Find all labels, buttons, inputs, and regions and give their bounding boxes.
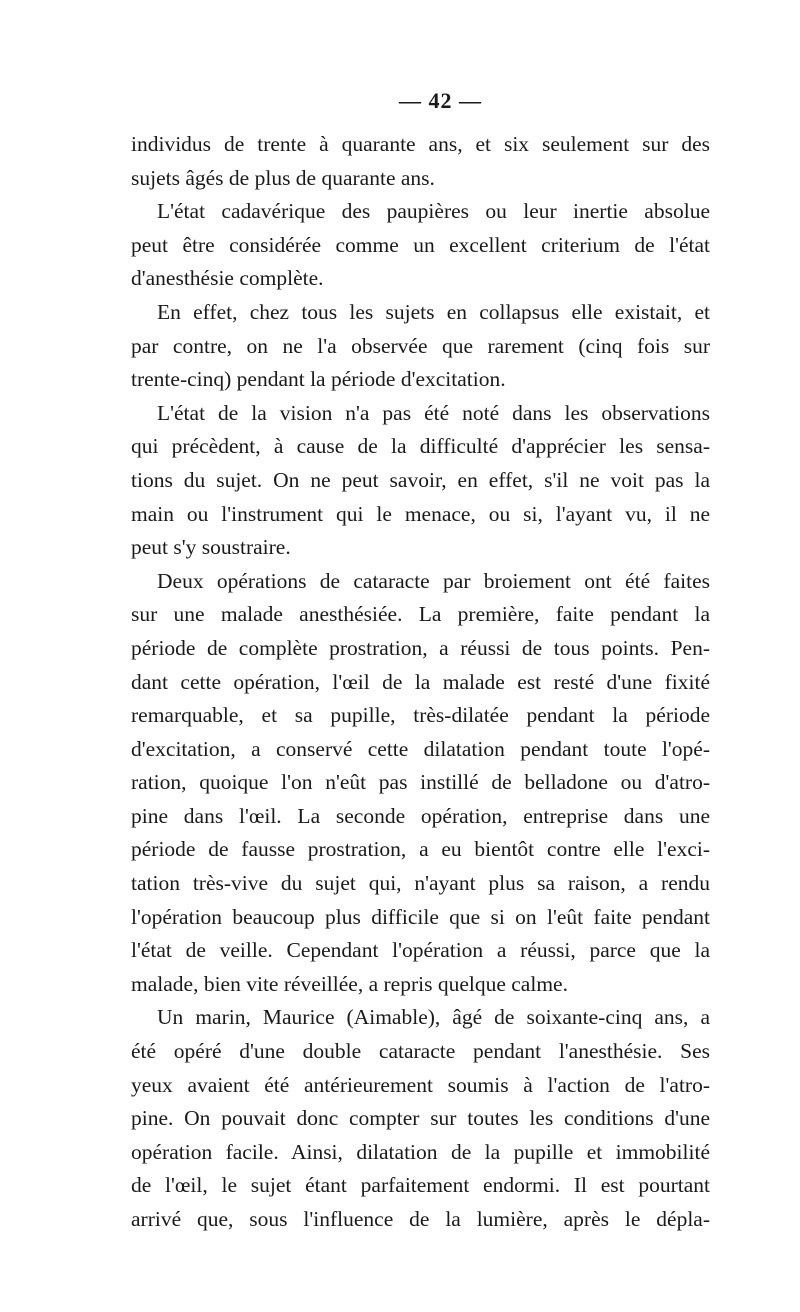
text-line: ration, quoique l'on n'eût pas instillé de belladone ou d'atro-: [131, 770, 710, 795]
text-line: trente-cinq) pendant la période d'excitation.: [131, 367, 506, 392]
text-line: par contre, on ne l'a observée que rarement (cinq fois sur: [131, 333, 710, 358]
text-line: tation très-vive du sujet qui, n'ayant plus sa raison, a rendu: [131, 871, 710, 896]
text-line: qui précèdent, à cause de la difficulté d'apprécier les sensa-: [131, 434, 710, 459]
text-line: période de complète prostration, a réussi de tous points. Pen-: [131, 635, 710, 660]
text-line: sur une malade anesthésiée. La première, faite pendant la: [131, 602, 710, 627]
text-line: d'anesthésie complète.: [131, 266, 324, 291]
text-line: L'état de la vision n'a pas été noté dans les observations: [157, 400, 710, 425]
body-text: [131, 128, 710, 1237]
text-line: arrivé que, sous l'influence de la lumière, après le dépla-: [131, 1207, 710, 1231]
text-line: de l'œil, le sujet étant parfaitement endormi. Il est pourtant: [131, 1173, 710, 1198]
text-line: été opéré d'une double cataracte pendant l'anesthésie. Ses: [131, 1039, 710, 1064]
text-line: l'état de veille. Cependant l'opération a réussi, parce que la: [131, 938, 710, 963]
text-line: Deux opérations de cataracte par broiement ont été faites: [157, 568, 710, 593]
text-line: d'excitation, a conservé cette dilatation pendant toute l'opé-: [131, 736, 710, 761]
text-line: main ou l'instrument qui le menace, ou si, l'ayant vu, il ne: [131, 501, 710, 526]
text-line: opération facile. Ainsi, dilatation de la pupille et immobilité: [131, 1139, 710, 1164]
text-line: remarquable, et sa pupille, très-dilatée pendant la période: [131, 703, 710, 728]
text-line: dant cette opération, l'œil de la malade est resté d'une fixité: [131, 669, 710, 694]
text-line: peut s'y soustraire.: [131, 535, 291, 560]
text-line: L'état cadavérique des paupières ou leur inertie absolue: [157, 199, 710, 224]
text-line: l'opération beaucoup plus difficile que si on l'eût faite pendant: [131, 904, 710, 929]
text-line: yeux avaient été antérieurement soumis à l'action de l'atro-: [131, 1072, 710, 1097]
text-line: tions du sujet. On ne peut savoir, en effet, s'il ne voit pas la: [131, 467, 710, 492]
text-line: peut être considérée comme un excellent criterium de l'état: [131, 232, 710, 257]
text-line: malade, bien vite réveillée, a repris quelque calme.: [131, 971, 568, 996]
text-line: pine. On pouvait donc compter sur toutes les conditions d'une: [131, 1106, 710, 1131]
text-line: Un marin, Maurice (Aimable), âgé de soixante-cinq ans, a: [157, 1005, 710, 1030]
text-line: En effet, chez tous les sujets en collapsus elle existait, et: [157, 299, 710, 324]
text-line: pine dans l'œil. La seconde opération, entreprise dans une: [131, 803, 710, 828]
text-line: sujets âgés de plus de quarante ans.: [131, 165, 435, 190]
text-line: individus de trente à quarante ans, et six seulement sur des: [131, 132, 710, 156]
text-line: période de fausse prostration, a eu bientôt contre elle l'exci-: [131, 837, 710, 862]
page-number: — 42 —: [399, 88, 482, 113]
